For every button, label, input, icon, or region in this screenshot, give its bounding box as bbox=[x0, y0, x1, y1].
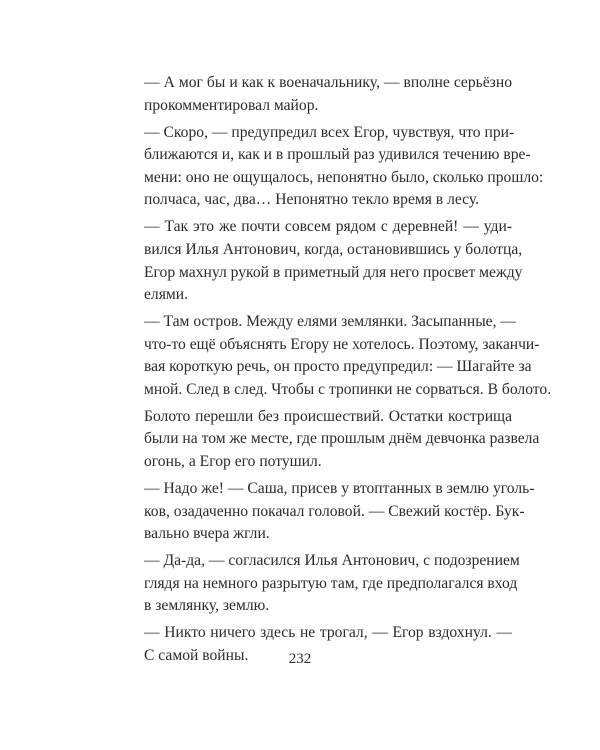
text-line: полчаса, час, два… Непонятно текло время в лесу. bbox=[144, 191, 480, 209]
text-line: что-то ещё объяснять Егору не хотелось. Поэтому, заканчи- bbox=[144, 335, 540, 353]
paragraph-3 bbox=[144, 216, 523, 306]
text-line: прокомментировал майор. bbox=[144, 96, 319, 114]
text-line: мной. След в след. Чтобы с тропинки не сорваться. В болото. bbox=[144, 380, 552, 398]
body-text bbox=[144, 72, 552, 672]
text-line: вая короткую речь, он просто предупредил: — Шагайте за bbox=[144, 358, 532, 376]
text-line: — Надо же! — Саша, присев у втоптанных в землю уголь- bbox=[144, 480, 535, 498]
text-line: ближаются и, как и в прошлый раз удивился течению вре- bbox=[144, 146, 531, 164]
text-line: мени: оно не ощущалось, непонятно было, сколько прошло: bbox=[144, 168, 544, 186]
text-line: — Скоро, — предупредил всех Егор, чувствуя, что при- bbox=[144, 123, 515, 141]
text-line: вился Илья Антонович, когда, остановившись у болотца, bbox=[144, 240, 523, 258]
text-line: глядя на немного разрытую там, где предполагался вход bbox=[144, 574, 518, 592]
text-line: — Там остров. Между елями землянки. Засыпанные, — bbox=[144, 313, 516, 331]
paragraph-7 bbox=[144, 550, 520, 618]
paragraph-6 bbox=[144, 478, 535, 546]
text-line: вально вчера жгли. bbox=[144, 525, 270, 543]
text-line: были на том же месте, где прошлым днём девчонка развела bbox=[144, 430, 540, 448]
text-line: елями. bbox=[144, 286, 188, 304]
text-line: в землянку, землю. bbox=[144, 597, 270, 615]
text-line: С самой войны. bbox=[144, 646, 249, 664]
text-line: Егор махнул рукой в приметный для него просвет между bbox=[144, 263, 523, 281]
page-number: 232 bbox=[288, 651, 312, 667]
paragraph-2 bbox=[144, 122, 544, 212]
text-line: — Да-да, — согласился Илья Антонович, с подозрением bbox=[144, 552, 520, 570]
text-line: — А мог бы и как к военачальнику, — вполне серьёзно bbox=[144, 74, 512, 91]
text-line: — Никто ничего здесь не трогал, — Егор вздохнул. — bbox=[144, 624, 512, 642]
text-line: — Так это же почти совсем рядом с деревней! — уди- bbox=[144, 218, 512, 236]
paragraph-5 bbox=[144, 406, 540, 474]
paragraph-1 bbox=[144, 72, 512, 117]
text-line: огонь, а Егор его потушил. bbox=[144, 453, 322, 471]
text-line: Болото перешли без происшествий. Остатки кострища bbox=[144, 407, 512, 425]
paragraph-4 bbox=[144, 311, 552, 401]
text-line: ков, озадаченно покачал головой. — Свежий костёр. Бук- bbox=[144, 502, 525, 520]
